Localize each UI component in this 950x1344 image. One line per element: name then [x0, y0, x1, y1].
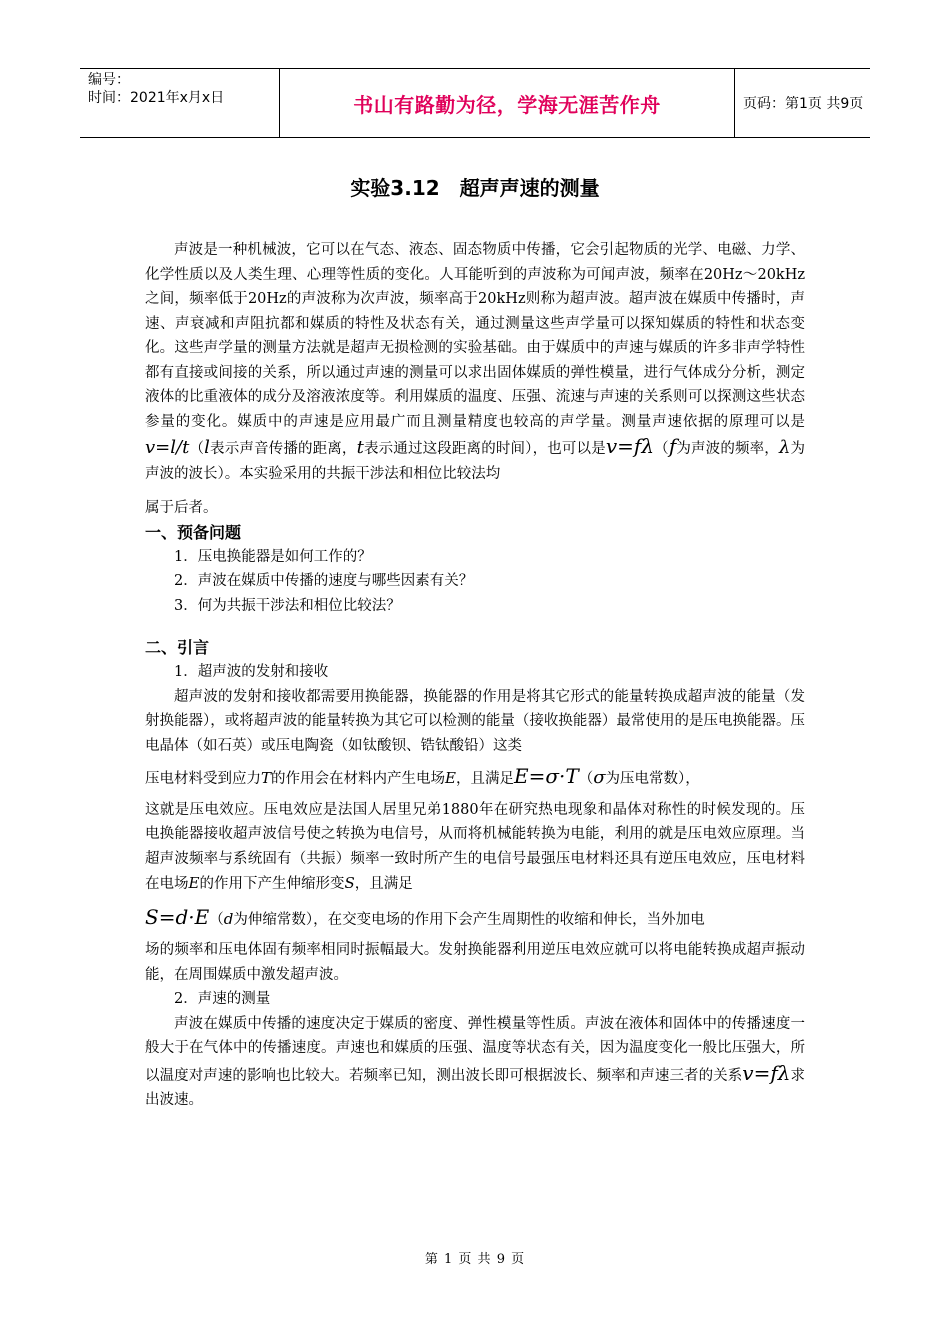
formula-v-flambda: v=fλ — [605, 434, 654, 458]
header-page-info: 页码：第1页 共9页 — [743, 96, 864, 112]
intro-tail: 属于后者。 — [145, 500, 218, 516]
formula-v-flambda: v=fλ — [742, 1060, 791, 1085]
body-text: 压电材料受到应力 — [145, 771, 261, 787]
body-text: 声波在媒质中传播的速度决定于媒质的密度、弹性模量等性质。声波在液体和固体中的传播速度一般大于在气体中的传播速度。声速也和媒质的压强、温度等状态有关，因为温度变化一般比压强大，所以温度对声速的影响也比较大。若频率已知，测出波长即可根据波长、频率和声速三者的关系 — [145, 1015, 805, 1084]
intro-text: 表示通过这段距离的时间），也可以是 — [363, 441, 606, 457]
document-body — [145, 238, 805, 1113]
section2-heading: 二、引言 — [145, 638, 210, 657]
body-text: 为压电常数）， — [605, 771, 700, 787]
section1-heading: 一、预备问题 — [145, 522, 242, 542]
intro-text: （ — [189, 441, 205, 457]
body-text: 为伸缩常数），在交变电场的作用下会产生周期性的收缩和伸长，当外加电 — [233, 911, 705, 928]
body-text: ，且满足 — [455, 771, 514, 787]
emitter-paragraph: 场的频率和压电体固有频率相同时振幅最大。发射换能器利用逆压电效应就可以将电能转换成超声振动能，在周围媒质中激发超声波。 — [145, 942, 805, 983]
page-header — [80, 68, 870, 138]
symbol-t: t — [356, 437, 364, 458]
time-label: 时间：2021年x月x日 — [88, 90, 225, 106]
question-item: 1．压电换能器是如何工作的？ — [174, 548, 372, 565]
symbol-E: E — [445, 769, 456, 787]
subsection-heading: 1．超声波的发射和接收 — [174, 664, 329, 680]
formula-e-sigma-t: E=σ·T — [513, 764, 579, 788]
symbol-d: d — [223, 909, 234, 928]
piezo-paragraph — [145, 798, 805, 897]
number-label: 编号： — [88, 72, 130, 88]
subsection-heading: 2．声速的测量 — [174, 991, 271, 1007]
intro-text: 表示声音传播的距离， — [209, 441, 357, 457]
intro-text: 为声波的频率， — [676, 441, 779, 457]
intro-text: 声波是一种机械波，它可以在气态、液态、固态物质中传播，它会引起物质的光学、电磁、力学、化学性质以及人类生理、心理等性质的变化。人耳能听到的声波称为可闻声波，频率在20Hz～20kHz之间，频率低于20Hz的声波称为次声波，频率高于20kHz则称为超声波。超声波在媒质中传播时，声速、声衰减和声阻抗都和媒质的特性及状态有关，通过测量这些声学量可以探知媒质的特性和状态变化。这些声学量的测量方法就是超声无损检测的实验基础。由于媒质中的声速与媒质的许多非声学特性都有直接或间接的关系，所以通过声速的测量可以求出固体媒质的弹性模量，进行气体成分分析，测定液体的比重液体的成分及溶液浓度等。利用媒质的温度、压强、流速与声速的关系则可以探测这些状态参量的变化。媒质中的声速是应用最广而且测量精度也较高的声学量。测量声速依据的原理可以是 — [145, 242, 805, 430]
transducer-paragraph: 超声波的发射和接收都需要用换能器，换能器的作用是将其它形式的能量转换成超声波的能量（发射换能器），或将超声波的能量转换为其它可以检测的能量（接收换能器）最常使用的是压电换能器。压电晶体（如石英）或压电陶瓷（如钛酸钡、锆钛酸铅）这类 — [145, 688, 805, 754]
body-text: 的作用下产生伸缩形变 — [199, 876, 345, 892]
intro-text: 为声波的波长）。本实验采用的共振干涉法和相位比较法均 — [145, 441, 806, 482]
question-item: 2．声波在媒质中传播的速度与哪些因素有关？ — [174, 573, 474, 589]
motto-text: 书山有路勤为径，学海无涯苦作舟 — [353, 92, 661, 117]
inverse-piezo-line — [145, 905, 805, 933]
piezo-effect-line — [145, 764, 805, 792]
formula-v-lt: v=l/t — [145, 437, 190, 458]
question-item: 3．何为共振干涉法和相位比较法？ — [174, 597, 401, 614]
page-footer: 第 1 页 共 9 页 — [424, 1252, 526, 1267]
document-title: 实验3.12 超声声速的测量 — [350, 176, 600, 200]
body-text: （ — [578, 771, 594, 787]
symbol-f: f — [668, 434, 677, 458]
body-text: 这就是压电效应。压电效应是法国人居里兄弟1880年在研究热电现象和晶体对称性的时候发现的。压电换能器接收超声波信号使之转换为电信号，从而将机械能转换为电能，利用的就是压电效应原理。当超声波频率与系统固有（共振）频率一致时所产生的电信号最强压电材料还具有逆压电效应，压电材料在电场 — [145, 801, 805, 892]
formula-s-d-e: S=d·E — [145, 904, 210, 929]
symbol-T: T — [261, 769, 272, 787]
body-text: （ — [209, 911, 224, 928]
body-text: 的作用会在材料内产生电场 — [271, 771, 446, 787]
symbol-E: E — [188, 874, 200, 892]
symbol-sigma: σ — [593, 767, 606, 788]
header-meta — [80, 69, 280, 137]
intro-paragraph — [145, 238, 805, 486]
header-motto — [280, 69, 735, 137]
body-text: 求出波速。 — [145, 1067, 806, 1108]
sound-speed-paragraph — [145, 1012, 805, 1113]
intro-text: （ — [654, 441, 669, 457]
body-text: ，且满足 — [354, 876, 413, 892]
symbol-l: l — [204, 437, 210, 458]
symbol-S: S — [344, 874, 355, 892]
symbol-lambda: λ — [778, 437, 791, 458]
